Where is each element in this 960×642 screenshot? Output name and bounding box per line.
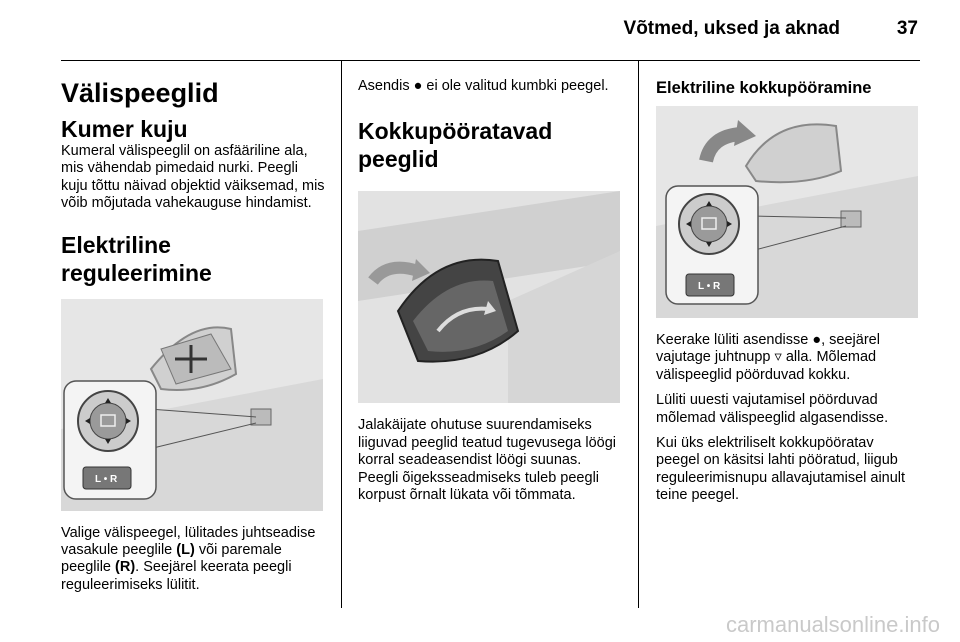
subsection-title: Elektriline reguleerimine: [61, 231, 212, 286]
header-title: Võtmed, uksed ja aknad: [623, 18, 840, 39]
paragraph: Keerake lüliti asendisse ●, seejärel vajutage juhtnupp ▿ alla. Mõlemad välispeeglid pöörduvad kokku.: [656, 332, 880, 383]
switch-label: L • R: [698, 281, 721, 292]
column-3: [656, 60, 920, 505]
subsection-title: Kumer kuju: [61, 116, 188, 142]
column-divider: [638, 60, 639, 608]
left-mirror-key: (L): [176, 542, 195, 559]
mirror-adjust-illustration: [61, 299, 323, 511]
electric-fold-illustration: [656, 106, 918, 318]
electric-fold-drawing: [656, 106, 918, 318]
footer-watermark: carmanualsonline.info: [725, 612, 940, 637]
subsection-title: Kokkupööratavad peeglid: [358, 118, 553, 173]
paragraph: Kui üks elektriliselt kokkupööratav peegel on käsitsi lahti pööratud, liigub reguleerimisnupu allavajutamisel ainult teine peegel.: [656, 435, 906, 504]
subsection-title: Elektriline kokkupööramine: [656, 79, 872, 97]
paragraph: Asendis ● ei ole valitud kumbki peegel.: [358, 78, 609, 94]
folding-mirror-drawing: [358, 191, 620, 403]
column-1: [61, 60, 325, 594]
section-title: Välispeeglid: [61, 78, 219, 108]
switch-label: L • R: [95, 473, 118, 485]
column-2: [358, 60, 622, 504]
paragraph: Kumeral välispeeglil on asfääriline ala, mis vähendab pimedaid nurki. Peegli kuju tõttu näivad objektid väiksemad, mis võib mõjutada vahekauguse hindamist.: [61, 143, 325, 212]
paragraph: Valige välispeegel, lülitades juhtseadise vasakule peeglile (L) või paremale peeglile (R). Seejärel keerata peegli reguleerimiseks lülitit.: [61, 524, 316, 593]
column-divider: [341, 60, 342, 608]
right-mirror-key: (R): [115, 559, 136, 576]
page-number: 37: [896, 18, 918, 39]
paragraph: Jalakäijate ohutuse suurendamiseks liiguvad peeglid teatud tugevusega löögi korral seadeasendist löögi suunas. Peegli õigeksseadmiseks tuleb peegli korpust õrnalt lükata või tõmmata.: [358, 417, 616, 504]
paragraph: Lüliti uuesti vajutamisel pöörduvad mõlemad välispeeglid algasendisse.: [656, 392, 889, 426]
folding-mirror-illustration: [358, 191, 620, 403]
page-header: [61, 0, 920, 61]
